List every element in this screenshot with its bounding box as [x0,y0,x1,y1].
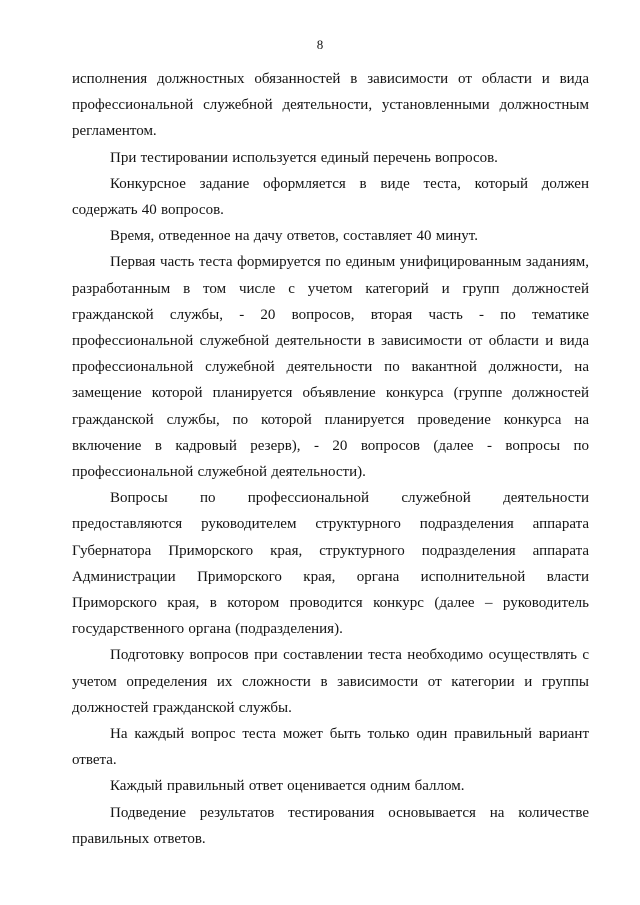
paragraph: На каждый вопрос теста может быть только один правильный вариант ответа. [72,726,589,769]
paragraph-continuation: исполнения должностных обязанностей в зависимости от области и вида профессиональной служебной деятельности, установленными должностным регламентом. [72,71,589,140]
paragraph: Первая часть теста формируется по единым унифицированным заданиям, разработанным в том числе с учетом категорий и групп должностей гражданской службы, - 20 вопросов, вторая часть - по тематике профессиональной служебной деятельности в зависимости от области и вида профессиональной служебной деятельности по вакантной должности, на замещение которой планируется объявление конкурса (группе должностей гражданской службы, по которой планируется проведение конкурса на включение в кадровый резерв), - 20 вопросов (далее - вопросы по профессиональной служебной деятельности). [72,254,589,481]
paragraph: Время, отведенное на дачу ответов, составляет 40 минут. [110,228,478,245]
paragraph: При тестировании используется единый перечень вопросов. [110,149,498,166]
paragraph: Конкурсное задание оформляется в виде теста, который должен содержать 40 вопросов. [72,175,589,219]
paragraph: Подведение результатов тестирования основывается на количестве правильных ответов. [72,804,589,847]
paragraph: Подготовку вопросов при составлении теста необходимо осуществлять с учетом определения их сложности в зависимости от категории и группы должностей гражданской службы. [72,647,589,716]
page-number: 8 [316,37,324,52]
paragraph: Каждый правильный ответ оценивается одним баллом. [110,778,465,795]
document-body [72,66,589,852]
paragraph: Вопросы по профессиональной служебной деятельности предоставляются руководителем структурного подразделения аппарата Губернатора Приморского края, структурного подразделения аппарата Администрации Приморского края, органа исполнительной власти Приморского края, в котором проводится конкурс (далее – руководитель государственного органа (подразделения). [72,490,589,638]
